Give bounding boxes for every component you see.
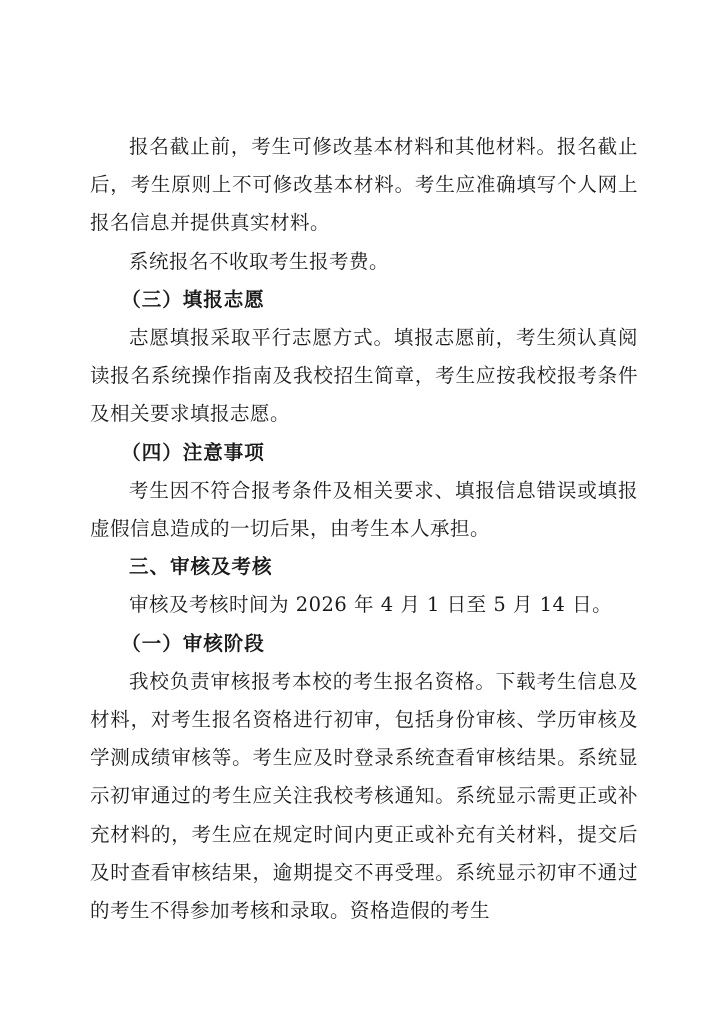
paragraph-registration-deadline: 报名截止前，考生可修改基本材料和其他材料。报名截止后，考生原则上不可修改基本材料。考生应准确填写个人网上报名信息并提供真实材料。: [90, 135, 638, 235]
paragraph-parallel-preferences: 志愿填报采取平行志愿方式。填报志愿前，考生须认真阅读报名系统操作指南及我校招生简章，考生应按我校报考条件及相关要求填报志愿。: [90, 326, 638, 426]
paragraph-no-fee: 系统报名不收取考生报考费。: [129, 249, 390, 273]
subheading-fill-preferences: （三）填报志愿: [121, 287, 265, 311]
paragraph-review-process: 我校负责审核报考本校的考生报名资格。下载考生信息及材料，对考生报名资格进行初审，包括身份审核、学历审核及学测成绩审核等。考生应及时登录系统查看审核结果。系统显示初审通过的考生应关注我校考核通知。系统显示需更正或补充材料的，考生应在规定时间内更正或补充有关材料，提交后及时查看审核结果，逾期提交不再受理。系统显示初审不通过的考生不得参加考核和录取。资格造假的考生: [90, 669, 638, 923]
paragraph-review-dates: 审核及考核时间为 2026 年 4 月 1 日至 5 月 14 日。: [129, 593, 613, 617]
document-body: [90, 128, 638, 930]
subheading-notes: （四）注意事项: [121, 440, 265, 464]
section-heading-review-assessment: 三、审核及考核: [129, 555, 273, 579]
paragraph-consequences: 考生因不符合报考条件及相关要求、填报信息错误或填报虚假信息造成的一切后果，由考生本人承担。: [90, 478, 638, 541]
subheading-review-stage: （一）审核阶段: [121, 631, 265, 655]
